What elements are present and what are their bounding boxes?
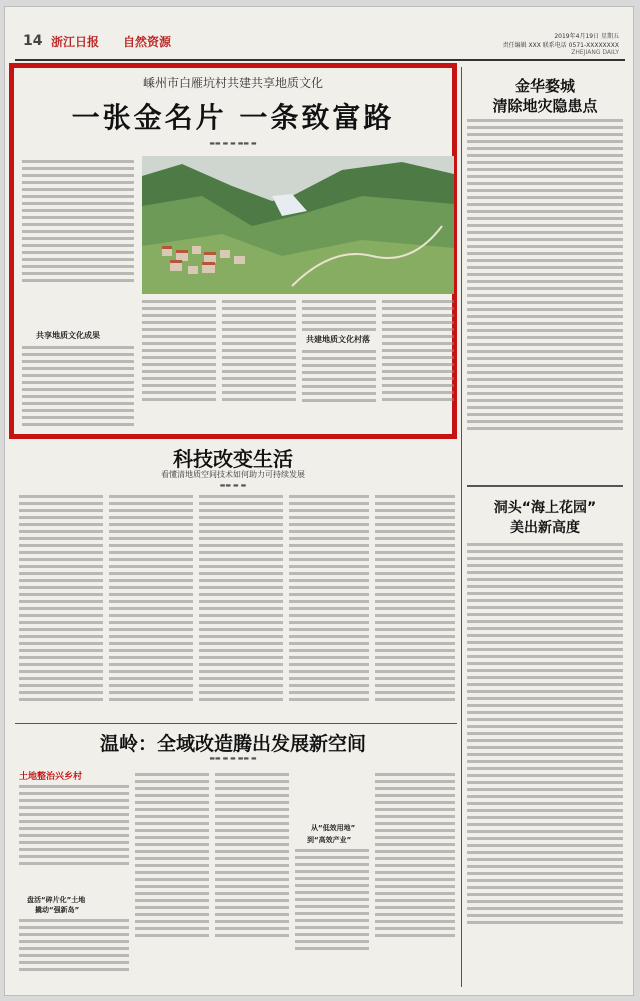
newspaper-page <box>4 6 634 996</box>
right-article-1-title-b: 清除地灾隐患点 <box>492 97 598 115</box>
lead-article-highlight <box>9 63 457 439</box>
wenling-sidebar-text <box>19 785 129 869</box>
editor-contact: 责任编辑 XXX 联系电话 0571-XXXXXXXX <box>502 42 619 49</box>
wenling-subhead-a: 从“低效用地” <box>311 824 356 832</box>
lead-subhead-2: 共建地质文化村落 <box>306 335 370 344</box>
lead-text-col-4 <box>302 300 376 335</box>
sidebar-title-b: 撬动“强新岛” <box>35 906 80 914</box>
right-article-2-text <box>467 543 623 928</box>
tech-byline: ▬▬ ▬ ▬ <box>219 482 247 489</box>
lead-text-col-3 <box>222 300 296 405</box>
paper-english-name: ZHEJIANG DAILY <box>571 49 619 56</box>
wenling-headline: 温岭：全域改造腾出发展新空间 <box>99 733 366 755</box>
lead-text-col-4b <box>302 350 376 406</box>
right-article-2-title-a: 洞头“海上花园” <box>493 500 597 516</box>
wenling-byline: ▬▬ ▬ ▬ ▬▬ ▬ <box>209 755 257 762</box>
issue-date: 2019年4月19日 星期五 <box>554 33 619 40</box>
paper-name: 浙江日报 <box>51 35 100 49</box>
tech-text-col-1 <box>19 495 103 705</box>
right-article-2-title-b: 美出新高度 <box>510 520 580 536</box>
page-header <box>15 29 625 61</box>
wenling-text-col-3 <box>295 849 369 954</box>
sidebar-title-a: 盘活“碎片化”土地 <box>27 896 86 904</box>
right-separator <box>467 485 623 487</box>
lead-text-col-1b <box>22 346 134 430</box>
wenling-text-col-1 <box>135 773 209 941</box>
lead-subhead-1: 共享地质文化成果 <box>36 331 100 340</box>
page-number: 14 <box>23 33 43 49</box>
tech-subhead: 看懂清地质空间技术如何助力可持续发展 <box>161 470 305 479</box>
right-article-1-text <box>467 119 623 434</box>
lead-headline: 一张金名片 一条致富路 <box>71 101 395 134</box>
right-article-1-title-a: 金华婺城 <box>514 77 575 95</box>
lead-kicker: 嵊州市白雁坑村共建共享地质文化 <box>142 76 323 90</box>
lead-text-col-2 <box>142 300 216 405</box>
section-name: 自然资源 <box>123 35 172 49</box>
tech-text-col-2 <box>109 495 193 705</box>
wenling-text-col-2 <box>215 773 289 941</box>
wenling-subhead-b: 到“高效产业” <box>307 836 352 844</box>
tech-text-col-4 <box>289 495 369 705</box>
column-label: 土地整治兴乡村 <box>19 772 83 782</box>
lead-byline: ▬▬ ▬ ▬ ▬▬ ▬ <box>209 140 257 147</box>
lead-text-col-5 <box>382 300 454 405</box>
tech-text-col-5 <box>375 495 455 705</box>
section-separator <box>15 723 457 724</box>
wenling-text-col-4 <box>375 773 455 941</box>
lead-text-col-1 <box>22 160 134 286</box>
column-divider <box>461 67 462 987</box>
wenling-sidebar-text-2 <box>19 919 129 975</box>
tech-text-col-3 <box>199 495 283 705</box>
mountain-village-photo <box>142 156 454 294</box>
tech-headline: 科技改变生活 <box>173 447 293 471</box>
